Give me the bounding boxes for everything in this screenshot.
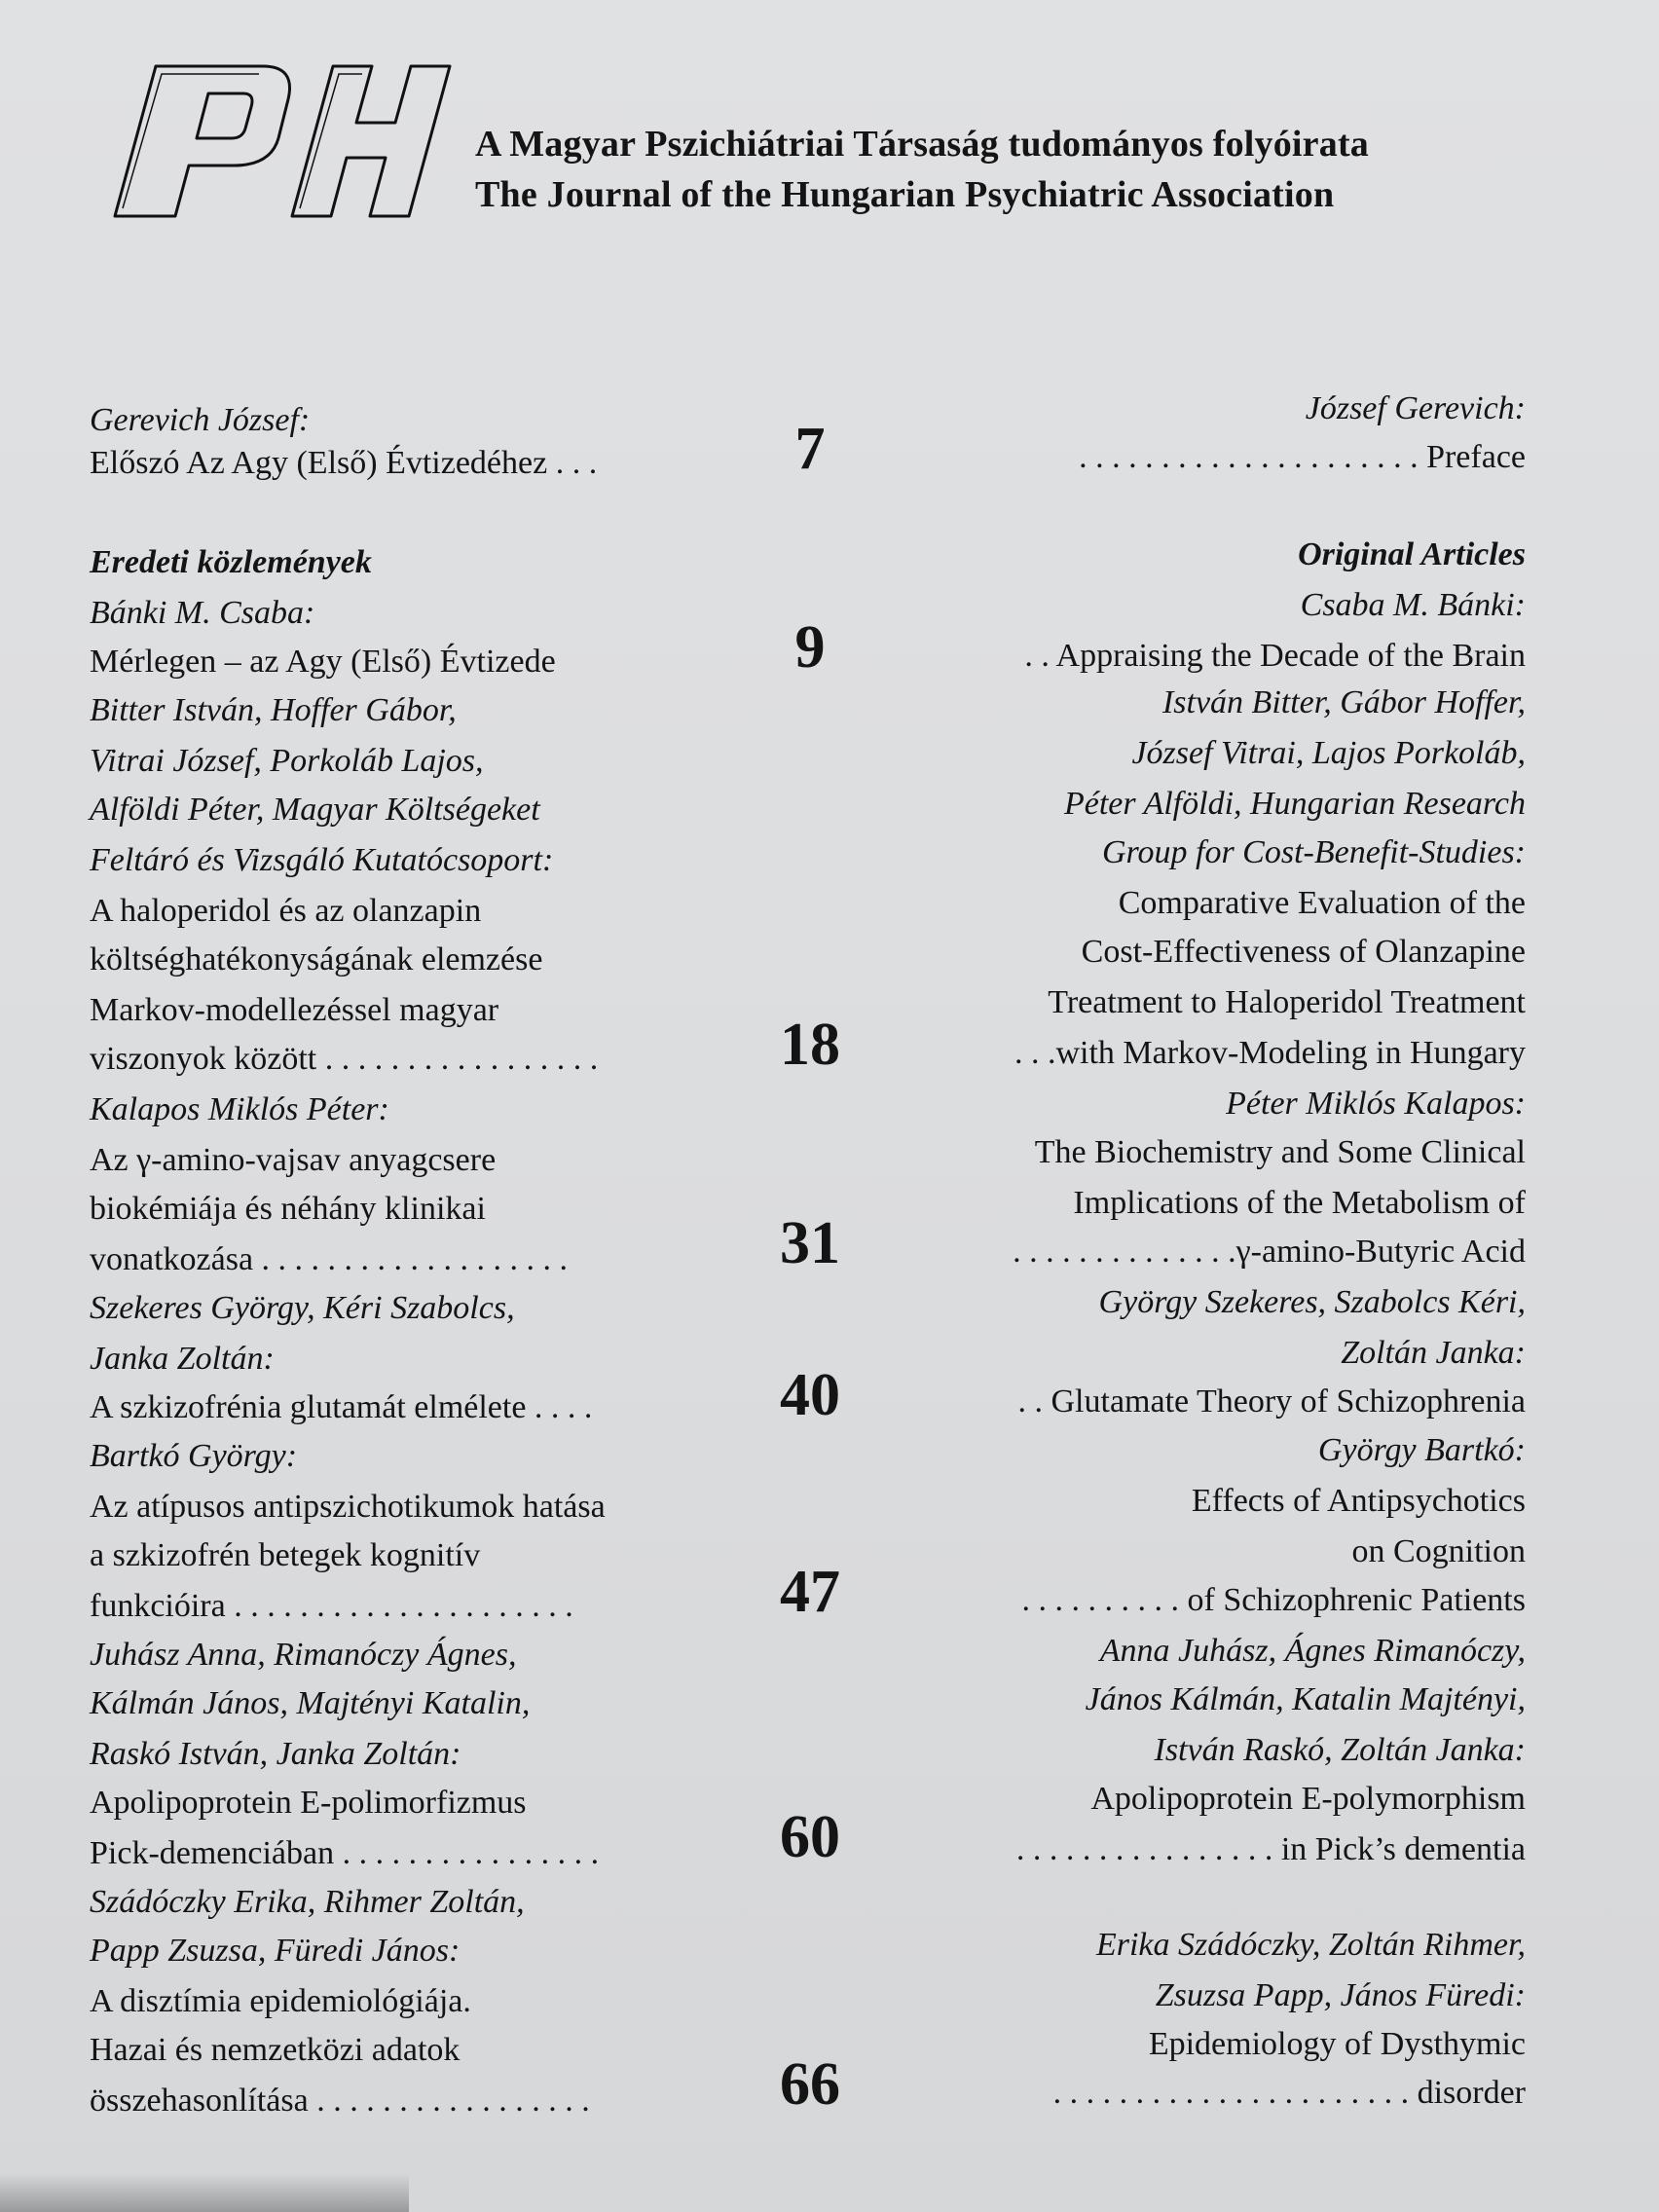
a7-title-en-line-2: . . . . . . . . . . . . . . . . . . . . . . disorder: [1052, 2075, 1526, 2111]
a2-author-en-line-4: Group for Cost-Benefit-Studies:: [1101, 834, 1526, 870]
a7-title-line-1: A disztímia epidemiológiája.: [90, 1983, 471, 2019]
a6-author-line-3: Raskó István, Janka Zoltán:: [90, 1736, 461, 1772]
preface-author-hu: Gerevich József:: [90, 402, 311, 438]
preface-author-en: József Gerevich:: [1305, 390, 1526, 426]
a5-author-en: György Bartkó:: [1317, 1432, 1526, 1468]
a4-title-hu: A szkizofrénia glutamát elmélete . . . .: [90, 1389, 593, 1425]
a6-title-en-line-1: Apolipoprotein E-polymorphism: [1090, 1781, 1526, 1817]
a6-author-en-line-2: János Kálmán, Katalin Majtényi,: [1085, 1681, 1526, 1717]
a5-author-hu: Bartkó György:: [90, 1438, 298, 1474]
a4-author-en-line-1: György Szekeres, Szabolcs Kéri,: [1098, 1284, 1526, 1320]
a4-author-line-2: Janka Zoltán:: [90, 1341, 275, 1377]
page-number: 9: [794, 614, 826, 681]
a2-author-en-line-3: Péter Alföldi, Hungarian Research: [1063, 786, 1526, 822]
title-english: The Journal of the Hungarian Psychiatric Association: [475, 174, 1335, 215]
a5-title-line-3: funkcióira . . . . . . . . . . . . . . . . . . . . .: [90, 1588, 573, 1624]
a7-author-en-line-2: Zsuzsa Papp, János Füredi:: [1155, 1977, 1526, 2013]
a1-title-en: . . Appraising the Decade of the Brain: [1024, 638, 1526, 674]
section-heading-en: Original Articles: [1298, 536, 1526, 572]
a6-author-en-line-1: Anna Juhász, Ágnes Rimanóczy,: [1099, 1633, 1526, 1669]
a2-author-line-1: Bitter István, Hoffer Gábor,: [90, 692, 457, 728]
ph-logo: [88, 60, 458, 236]
section-heading-hu: Eredeti közlemények: [90, 544, 372, 580]
page-number: 18: [780, 1012, 840, 1078]
a2-title-line-1: A haloperidol és az olanzapin: [90, 893, 482, 929]
a5-title-en-line-3: . . . . . . . . . . of Schizophrenic Patients: [1021, 1582, 1526, 1618]
a4-author-line-1: Szekeres György, Kéri Szabolcs,: [90, 1290, 515, 1326]
page-number: 60: [780, 1804, 840, 1870]
a2-author-en-line-2: József Vitrai, Lajos Porkoláb,: [1131, 735, 1526, 771]
page-number: 7: [794, 416, 826, 482]
a6-title-line-1: Apolipoprotein E-polimorfizmus: [90, 1785, 527, 1821]
a3-title-en-line-1: The Biochemistry and Some Clinical: [1034, 1134, 1526, 1170]
a3-author-hu: Kalapos Miklós Péter:: [90, 1091, 389, 1127]
a2-author-en-line-1: István Bitter, Gábor Hoffer,: [1161, 684, 1526, 720]
a3-title-line-2: biokémiája és néhány klinikai: [90, 1191, 486, 1227]
page-number: 31: [780, 1210, 840, 1276]
a1-author-en: Csaba M. Bánki:: [1300, 587, 1526, 623]
a7-author-line-1: Szádóczky Erika, Rihmer Zoltán,: [90, 1884, 525, 1920]
bottom-edge-shadow: [0, 2173, 409, 2212]
preface-title-en: . . . . . . . . . . . . . . . . . . . . . Preface: [1079, 439, 1526, 475]
page-number: 66: [780, 2051, 840, 2118]
a2-title-line-2: költséghatékonyságának elemzése: [90, 941, 543, 977]
a5-title-en-line-1: Effects of Antipsychotics: [1191, 1483, 1526, 1519]
a5-title-en-line-2: on Cognition: [1351, 1533, 1526, 1569]
page-number: 47: [780, 1559, 840, 1625]
a5-title-line-1: Az atípusos antipszichotikumok hatása: [90, 1489, 606, 1525]
a2-title-en-line-4: . . .with Markov-Modeling in Hungary: [1014, 1035, 1526, 1071]
a2-title-line-4: viszonyok között . . . . . . . . . . . . . . . . .: [90, 1041, 599, 1077]
a2-title-en-line-1: Comparative Evaluation of the: [1118, 885, 1526, 921]
a2-title-en-line-2: Cost-Effectiveness of Olanzapine: [1081, 934, 1526, 970]
a3-title-en-line-3: . . . . . . . . . . . . . .γ-amino-Butyric Acid: [1013, 1234, 1526, 1270]
a1-title-hu: Mérlegen – az Agy (Első) Évtizede: [90, 644, 556, 680]
a3-author-en: Péter Miklós Kalapos:: [1226, 1086, 1526, 1122]
page-number: 40: [780, 1362, 840, 1428]
a3-title-line-3: vonatkozása . . . . . . . . . . . . . . . . . . .: [90, 1241, 569, 1277]
a2-author-line-3: Alföldi Péter, Magyar Költségeket: [90, 792, 540, 828]
a7-author-line-2: Papp Zsuzsa, Füredi János:: [90, 1933, 461, 1969]
a1-author-hu: Bánki M. Csaba:: [90, 595, 315, 631]
a4-title-en: . . Glutamate Theory of Schizophrenia: [1017, 1383, 1526, 1419]
journal-titles: [475, 119, 1369, 220]
a7-title-line-3: összehasonlítása . . . . . . . . . . . . . . . . .: [90, 2083, 590, 2119]
a7-author-en-line-1: Erika Szádóczky, Zoltán Rihmer,: [1095, 1927, 1526, 1963]
a6-title-line-2: Pick-demenciában . . . . . . . . . . . . . . . .: [90, 1835, 600, 1871]
a2-author-line-4: Feltáró és Vizsgáló Kutatócsoport:: [90, 842, 554, 878]
preface-title-hu: Előszó Az Agy (Első) Évtizedéhez . . .: [90, 445, 598, 481]
a2-title-en-line-3: Treatment to Haloperidol Treatment: [1048, 984, 1526, 1020]
a6-author-line-1: Juhász Anna, Rimanóczy Ágnes,: [90, 1637, 517, 1673]
a2-author-line-2: Vitrai József, Porkoláb Lajos,: [90, 743, 484, 779]
a7-title-en-line-1: Epidemiology of Dysthymic: [1148, 2026, 1526, 2062]
a3-title-line-1: Az γ-amino-vajsav anyagcsere: [90, 1142, 497, 1178]
a5-title-line-2: a szkizofrén betegek kognitív: [90, 1537, 481, 1573]
a6-title-en-line-2: . . . . . . . . . . . . . . . . in Pick’s dementia: [1015, 1831, 1526, 1867]
a6-author-en-line-3: István Raskó, Zoltán Janka:: [1154, 1732, 1526, 1768]
title-hungarian: A Magyar Pszichiátriai Társaság tudományos folyóirata: [475, 124, 1369, 165]
a3-title-en-line-2: Implications of the Metabolism of: [1073, 1185, 1526, 1221]
a4-author-en-line-2: Zoltán Janka:: [1341, 1335, 1526, 1371]
a6-author-line-2: Kálmán János, Majtényi Katalin,: [90, 1685, 531, 1721]
a2-title-line-3: Markov-modellezéssel magyar: [90, 992, 499, 1028]
a7-title-line-2: Hazai és nemzetközi adatok: [90, 2032, 461, 2068]
